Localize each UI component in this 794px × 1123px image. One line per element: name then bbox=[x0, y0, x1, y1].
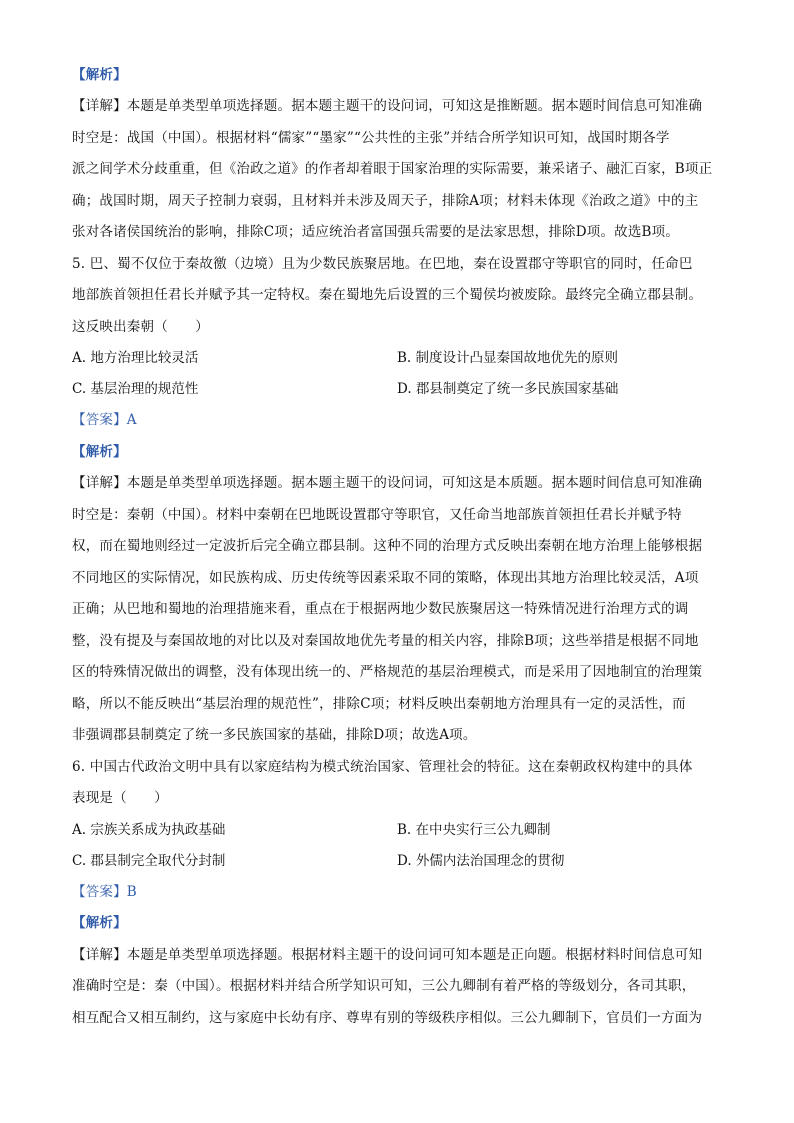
option-row bbox=[72, 343, 722, 374]
detail-line: 张对各诸侯国统治的影响，排除C项；适应统治者富国强兵需要的是法家思想，排除D项。故选B项。 bbox=[72, 224, 680, 240]
detail-line: 确；战国时期，周天子控制力衰弱，且材料并未涉及周天子，排除A项；材料未体现《治政之道》中的主 bbox=[72, 192, 699, 209]
document-page bbox=[72, 64, 722, 1034]
detail-line: 【详解】本题是单类型单项选择题。据本题主题干的设问词，可知这是本质题。据本题时间信息可知准确 bbox=[72, 475, 703, 491]
option-b: B. 在中央实行三公九卿制 bbox=[397, 821, 551, 838]
detail-line: 权，而在蜀地则经过一定波折后完全确立郡县制。这种不同的治理方式反映出秦朝在地方治理上能够根据 bbox=[72, 538, 703, 554]
option-c: C. 郡县制完全取代分封制 bbox=[72, 852, 226, 869]
question-5 bbox=[72, 249, 722, 752]
detail-line: 时空是：战国（中国）。根据材料“儒家”“墨家”“公共性的主张”并结合所学知识可知，战国时期各学 bbox=[72, 129, 670, 146]
option-b: B. 制度设计凸显秦国故地优先的原则 bbox=[397, 350, 619, 366]
detail-line: 正确；从巴地和蜀地的治理措施来看，重点在于根据两地少数民族聚居这一特殊情况进行治理方式的调 bbox=[72, 601, 689, 617]
detail-line: 整，没有提及与秦国故地的对比以及对秦国故地优先考量的相关内容，排除B项；这些举措是根据不同地 bbox=[72, 632, 699, 649]
option-row bbox=[72, 374, 722, 405]
question-6 bbox=[72, 752, 722, 1035]
detail-line: 相互配合又相互制约，这与家庭中长幼有序、尊卑有别的等级秩序相似。三公九卿制下，官员们一方面为 bbox=[72, 1009, 703, 1026]
analysis-label: 【解析】 bbox=[72, 67, 127, 83]
detail-line: 准确时空是：秦（中国）。根据材料并结合所学知识可知，三公九卿制有着严格的等级划分，各司其职， bbox=[72, 978, 696, 994]
detail-line: 【详解】本题是单类型单项选择题。据本题主题干的设问词，可知这是推断题。据本题时间信息可知准确 bbox=[72, 98, 703, 114]
detail-line: 不同地区的实际情况，如民族构成、历史传统等因素采取不同的策略，体现出其地方治理比较灵活，A项 bbox=[72, 569, 699, 586]
detail-line: 时空是：秦朝（中国）。材料中秦朝在巴地既设置郡守等职官，又任命当地部族首领担任君长并赋予特 bbox=[72, 506, 682, 523]
question-stem-line: 表现是（ ） bbox=[72, 790, 168, 806]
detail-line: 【详解】本题是单类型单项选择题。根据材料主题干的设问词可知本题是正向题。根据材料时间信息可知 bbox=[72, 946, 703, 963]
detail-line: 区的特殊情况做出的调整，没有体现出统一的、严格规范的基层治理模式，而是采用了因地制宜的治理策 bbox=[72, 664, 703, 680]
answer-label: 【答案】B bbox=[72, 883, 137, 900]
question-stem-line: 这反映出秦朝（ ） bbox=[72, 318, 209, 335]
analysis-label: 【解析】 bbox=[72, 915, 127, 931]
option-d: D. 郡县制奠定了统一多民族国家基础 bbox=[397, 381, 619, 397]
option-d: D. 外儒内法治国理念的贯彻 bbox=[397, 852, 565, 869]
detail-line: 非强调郡县制奠定了统一多民族国家的基础，排除D项；故选A项。 bbox=[72, 727, 477, 743]
option-a: A. 宗族关系成为执政基础 bbox=[72, 821, 226, 838]
answer-label: 【答案】A bbox=[72, 412, 137, 428]
option-row bbox=[72, 846, 722, 877]
option-c: C. 基层治理的规范性 bbox=[72, 381, 199, 397]
question-stem-line: 5. 巴、蜀不仅位于秦故徼（边境）且为少数民族聚居地。在巴地，秦在设置郡守等职官的同时，任命巴 bbox=[72, 255, 693, 272]
option-row bbox=[72, 815, 722, 846]
option-a: A. 地方治理比较灵活 bbox=[72, 350, 199, 366]
detail-line: 略，所以不能反映出“基层治理的规范性”，排除C项；材料反映出秦朝地方治理具有一定的灵活性，而 bbox=[72, 695, 686, 712]
question-stem-line: 6. 中国古代政治文明中具有以家庭结构为模式统治国家、管理社会的特征。这在秦朝政权构建中的具体 bbox=[72, 758, 693, 775]
analysis-label: 【解析】 bbox=[72, 443, 127, 460]
analysis-detail bbox=[72, 91, 722, 249]
question-stem-line: 地部族首领担任君长并赋予其一定特权。秦在蜀地先后设置的三个蜀侯均被废除。最终完全确立郡县制。 bbox=[72, 287, 703, 303]
detail-line: 派之间学术分歧重重，但《治政之道》的作者却着眼于国家治理的实际需要，兼采诸子、融汇百家，B项正 bbox=[72, 161, 713, 177]
